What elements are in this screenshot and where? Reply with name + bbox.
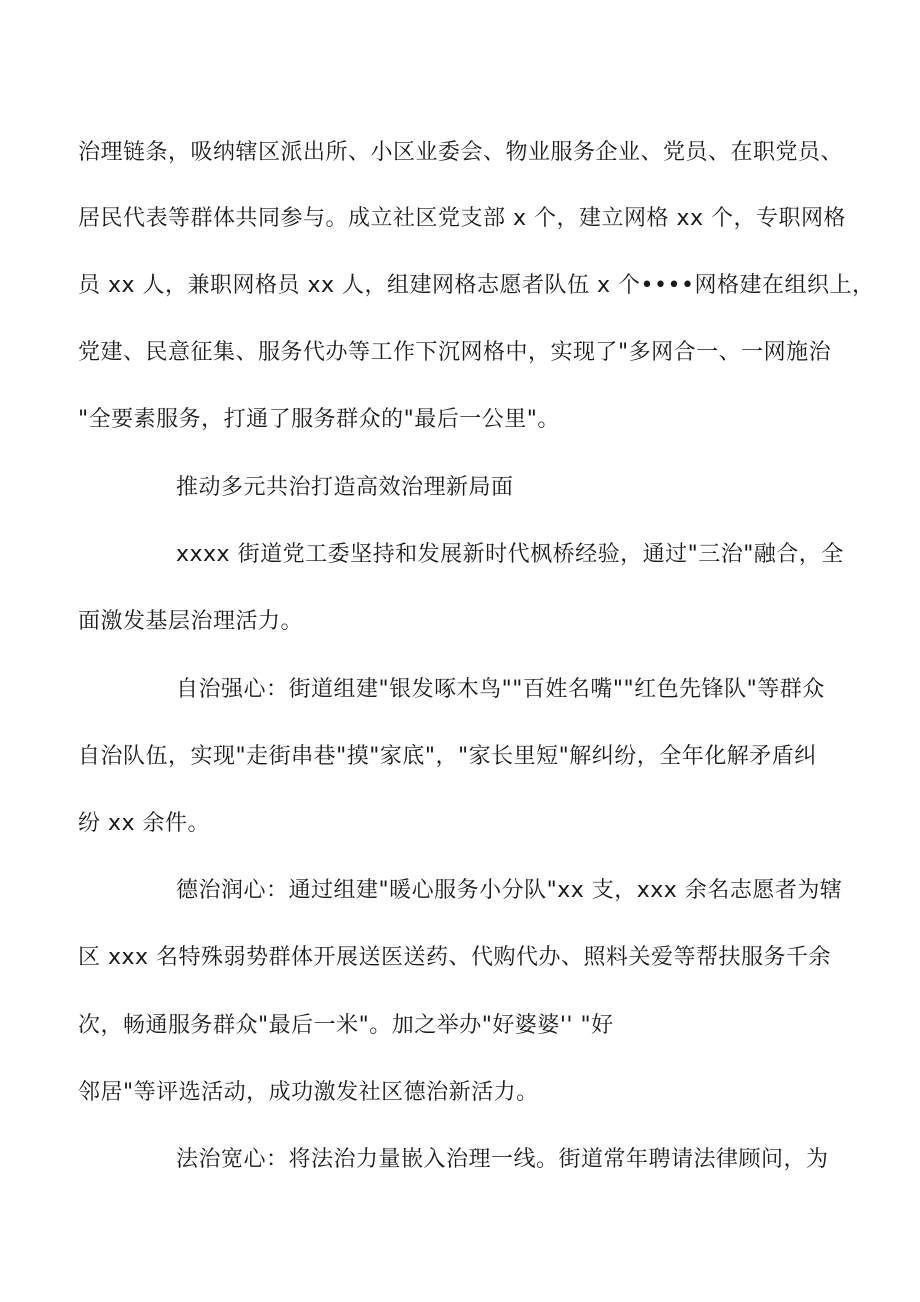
- paragraph-line: 自治队伍，实现"走街串巷"摸"家底"，"家长里短"解纠纷，全年化解矛盾纠: [78, 744, 817, 769]
- paragraph-line: 法治宽心：将法治力量嵌入治理一线。街道常年聘请法律顾问，为: [176, 1147, 829, 1172]
- paragraph-line: 邻居"等评选活动，成功激发社区德治新活力。: [78, 1080, 539, 1105]
- paragraph-line: 居民代表等群体共同参与。成立社区党支部 x 个，建立网格 xx 个，专职网格: [78, 206, 847, 231]
- paragraph-line: xxxx 街道党工委坚持和发展新时代枫桥经验，通过"三治"融合，全: [176, 542, 844, 567]
- paragraph-line: 纷 xx 余件。: [78, 811, 211, 836]
- paragraph-line: "全要素服务，打通了服务群众的"最后一公里"。: [78, 407, 560, 432]
- paragraph-line: 次，畅通服务群众"最后一米"。加之举办"好婆婆'' "好: [78, 1013, 614, 1038]
- section-heading: 推动多元共治打造高效治理新局面: [176, 475, 514, 500]
- paragraph-line: 德治润心：通过组建"暖心服务小分队"xx 支，xxx 余名志愿者为辖: [176, 878, 843, 903]
- paragraph-line: 员 xx 人，兼职网格员 xx 人，组建网格志愿者队伍 x 个••••网格建在组织上，: [78, 273, 875, 298]
- paragraph-line: 区 xxx 名特殊弱势群体开展送医送药、代购代办、照料关爱等帮扶服务千余: [78, 945, 832, 970]
- paragraph-line: 自治强心：街道组建"银发啄木鸟""百姓名嘴""红色先锋队"等群众: [176, 677, 825, 702]
- paragraph-line: 党建、民意征集、服务代办等工作下沉网格中，实现了"多网合一、一网施治: [78, 340, 832, 365]
- paragraph-line: 面激发基层治理活力。: [78, 609, 304, 634]
- paragraph-line: 治理链条，吸纳辖区派出所、小区业委会、物业服务企业、党员、在职党员、: [78, 140, 844, 165]
